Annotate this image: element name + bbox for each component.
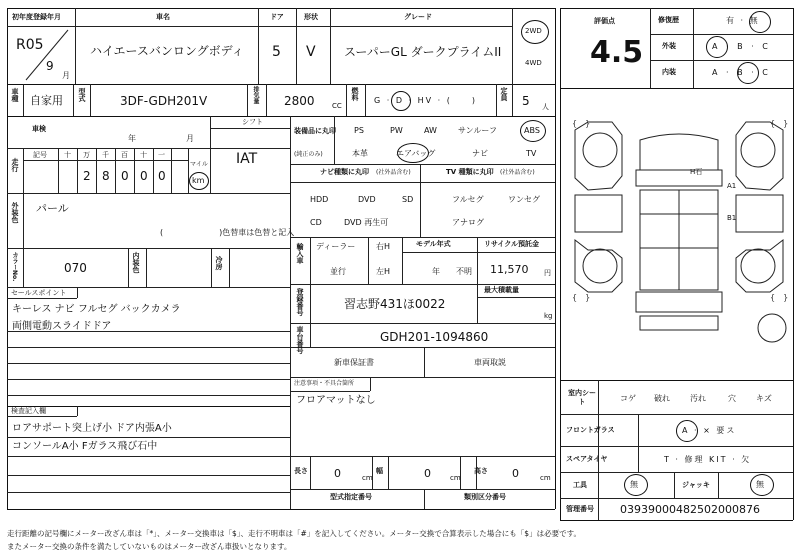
diagram-mark-b1: B1 [727,214,737,222]
model-year-label: モデル年式 [416,240,451,248]
repair-label: 修復歴 [658,16,679,24]
tool-label: 工具 [573,481,587,489]
door-label: ドア [270,13,284,21]
mileage-digit-label-2: 万 [83,151,90,159]
score-label: 評価点 [594,17,615,25]
displacement-label: 排気量 [252,86,259,104]
navi-hdd: HDD [310,195,329,204]
shaken-year-unit: 年 [128,134,136,143]
svg-text:{ }: { } [770,119,789,128]
sales-point-2: 両側電動スライドドア [12,321,112,332]
mileage-digit-label-1: 十 [64,151,71,159]
shift-label: シフト [242,118,263,126]
windshield-a-circle [676,420,698,442]
fuel-options: G · D · HV · ( ) [374,96,477,105]
mileage-unit-mile: マイル [190,161,208,168]
color-no-value: 070 [64,261,87,275]
exterior-label: 外装 [662,42,676,50]
interior-color-label: 内装色 [132,252,140,273]
seat-opt-tear: 破れ [654,394,670,403]
model-year-unknown: 不明 [456,267,472,276]
equip-abs: ABS [524,126,540,135]
spare-options: T · 修理 KIT · 欠 [664,455,752,464]
mgmt-no: 03939000482502000876 [620,503,760,516]
door-value: 5 [272,44,281,60]
sales-point-label: セールスポイント [11,289,67,297]
seat-label: 室内シート [568,389,596,407]
equip-navi: ナビ [472,149,488,158]
height-value: 0 [512,467,519,480]
tv-type-label2: (社外品含む) [500,169,535,176]
drive-2wd: 2WD [525,27,542,35]
cold-label: 冷房 [215,256,223,270]
jack-value: 無 [756,480,764,489]
height-label: 高さ [474,467,488,475]
mileage-digit-5: 0 [140,169,148,183]
capacity-value: 5 [522,94,530,108]
length-value: 0 [334,467,341,480]
footer-note-2: またメーター交換の条件を満たしていないものはメーター改ざん車扱いとなります。 [7,542,292,551]
seat-opt-burn: コゲ [620,394,636,403]
usage-value: 自家用 [30,94,63,107]
equip-tv: TV [526,149,537,158]
interior-label: 内装 [662,68,676,76]
mileage-digit-label-5: 十 [140,151,147,159]
equip-sunroof: サンルーフ [458,126,497,135]
fuel-label: 燃料 [351,87,359,101]
drive-4wd: 4WD [525,59,542,67]
inspection-1: ロアサポート突上げ小 ドア内張A小 [12,423,172,434]
jack-label: ジャッキ [682,481,710,489]
color-note: ( )色替車は色替と記入 [160,228,295,237]
svg-text:{ }: { } [572,293,591,302]
mileage-digit-label-0: 記号 [33,151,47,159]
equip-ps: PS [354,126,364,135]
reg-year: R05 [16,37,44,53]
equip-leather: 本革 [352,149,368,158]
mileage-digit-3: 8 [102,169,110,183]
notes-value: フロアマットなし [296,395,376,406]
import-parallel: 並行 [330,267,346,276]
equip-pw: PW [390,126,403,135]
model-label: 型式 [78,88,86,102]
length-label: 長さ [294,467,308,475]
seat-opt-hole: 穴 [728,394,736,403]
mileage-label: 走行 [11,158,19,172]
mileage-digit-6: 0 [158,169,166,183]
windshield-label: フロントガラス [566,426,615,434]
color-no-label: カラーNo. [11,252,18,282]
capacity-label: 定員 [500,87,508,101]
max-load-unit: kg [544,312,553,320]
reg-month-unit: 月 [62,71,70,80]
exterior-options: A · B · C [712,42,771,51]
tv-oneseg: ワンセグ [508,195,540,204]
diagram-mark-h-stone: H石 [690,168,703,176]
mileage-unit-km: km [192,176,205,185]
displacement-value: 2800 [284,94,315,108]
chassis-label: 車台番号 [296,326,304,354]
mileage-digit-label-3: 千 [102,151,109,159]
shape-value: V [306,44,316,60]
tv-analog: アナログ [452,218,484,227]
manual-label: 車両取説 [474,358,506,367]
car-name: ハイエースバンロングボディ [90,44,244,58]
tv-fullseg: フルセグ [452,195,484,204]
seat-opt-scratch: キズ [756,394,772,403]
shaken-month-unit: 月 [186,134,194,143]
length-unit: cm [362,474,373,482]
score-value: 4.5 [590,35,644,70]
sales-point-1: キーレス ナビ フルセグ バックカメラ [12,304,181,315]
displacement-unit: CC [332,102,342,110]
import-left-h: 左H [376,267,391,276]
mileage-digit-4: 0 [121,169,129,183]
chassis-value: GDH201-1094860 [380,330,489,344]
shape-label: 形状 [304,13,318,21]
navi-dvd: DVD [358,195,376,204]
equipment-label: 装備品に丸印 [294,127,336,135]
width-value: 0 [424,467,431,480]
color-label: 外装色 [11,202,19,223]
footer-note-1: 走行距離の記号欄にメーター改ざん車は「*」、メーター交換車は「$」、走行不明車は「#」を記入してください。メーター交換で合算表示した場合にも「$」は必要です。 [7,529,581,538]
recycle-value: 11,570 [490,263,529,276]
inspection-2: コンソールA小 Fガラス飛び石中 [12,441,158,452]
capacity-unit: 人 [542,103,549,111]
navi-label2: (社外品含む) [376,169,411,176]
shift-value: IAT [236,151,258,167]
grade-value: スーパーGL ダークプライムII [344,45,502,59]
inspection-label: 検査記入欄 [11,407,46,415]
model-year-year: 年 [432,267,440,276]
reg-month: 9 [46,59,54,73]
width-unit: cm [450,474,461,482]
reg-year-label: 初年度登録年月 [12,13,61,21]
usage-label: 車種 [11,88,19,102]
max-load-label: 最大積載量 [484,286,519,294]
svg-text:{ }: { } [572,119,591,128]
repair-options: 有 · 無 [726,16,760,25]
mileage-digit-label-4: 百 [121,151,128,159]
car-name-label: 車名 [156,13,170,21]
recycle-unit: 円 [544,269,551,277]
recycle-label: リサイクル預託金 [484,240,540,248]
navi-sd: SD [402,195,414,204]
windshield-options: A · × 要ス [682,426,737,435]
mileage-digit-label-6: 一 [158,151,165,159]
notes-label: 注意事項・不具合箇所 [294,380,355,387]
height-unit: cm [540,474,551,482]
grade-label: グレード [404,13,432,21]
navi-label: ナビ種類に丸印 [320,168,369,176]
warranty-label: 新車保証書 [334,358,374,367]
color-value: パール [36,202,69,215]
import-dealer: ディーラー [316,242,356,251]
import-right-h: 右H [376,242,391,251]
tv-type-label: TV 種類に丸印 [446,168,494,176]
shaken-label: 車検 [32,125,46,133]
mgmt-label: 管理番号 [566,505,594,513]
tool-value: 無 [630,480,638,489]
width-label: 幅 [376,467,383,475]
equip-aw: AW [424,126,437,135]
reg-no-label: 登録番号 [296,288,304,316]
class-no-label: 類別区分番号 [464,493,506,501]
reg-no-value: 習志野431ほ0022 [344,297,446,311]
navi-cd: CD [310,218,322,227]
model-value: 3DF-GDH201V [120,94,208,108]
equip-airbag: エアバッグ [396,149,436,158]
interior-options: A · B · C [712,68,771,77]
mileage-digit-2: 2 [83,169,91,183]
type-no-label: 型式指定番号 [330,493,372,501]
spare-label: スペアタイヤ [566,455,608,463]
navi-dvd-play: DVD 再生可 [344,218,389,227]
svg-text:{ }: { } [770,293,789,302]
diagram-mark-a1: A1 [727,182,737,190]
seat-opt-dirt: 汚れ [690,394,706,403]
import-label: 輸入車 [296,243,304,264]
equipment-label2: (純正のみ) [294,151,323,158]
